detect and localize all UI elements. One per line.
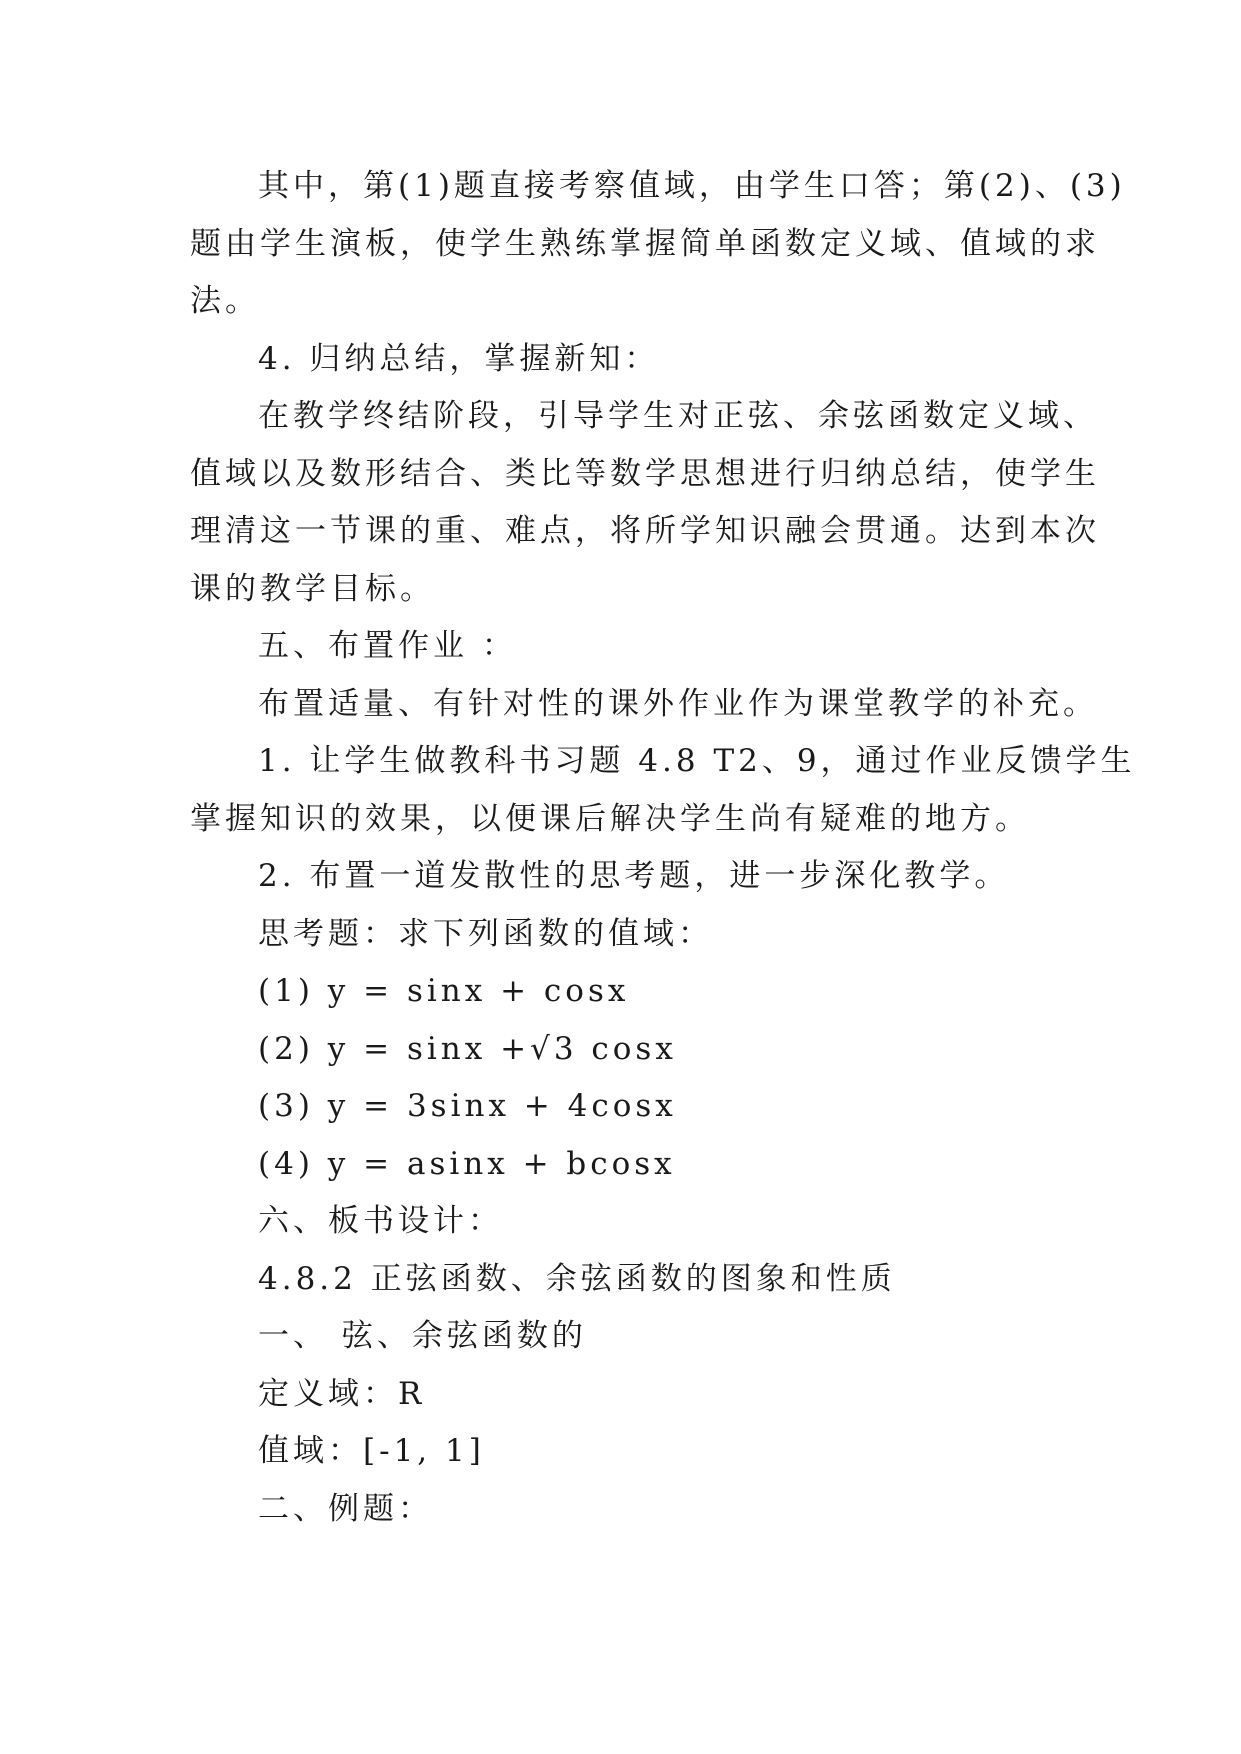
paragraph-line: 掌握知识的效果，以便课后解决学生尚有疑难的地方。 <box>190 801 1030 837</box>
board-line: 二、例题： <box>258 1491 433 1527</box>
section-heading: 五、布置作业 ： <box>258 628 517 664</box>
board-line: 定义域：R <box>258 1376 426 1412</box>
section-heading: 4. 归纳总结，掌握新知： <box>258 341 660 377</box>
board-title: 4.8.2 正弦函数、余弦函数的图象和性质 <box>258 1261 896 1297</box>
board-line: 值域：[-1, 1] <box>258 1433 485 1469</box>
list-item: 1. 让学生做教科书习题 4.8 T2、9，通过作业反馈学生 <box>258 743 1136 779</box>
paragraph-line: 思考题：求下列函数的值域： <box>258 916 713 952</box>
formula-line: (2) y = sinx +√3 cosx <box>258 1031 677 1067</box>
formula-line: (4) y = asinx + bcosx <box>258 1146 676 1182</box>
formula-line: (1) y = sinx + cosx <box>258 973 630 1009</box>
paragraph-line: 课的教学目标。 <box>190 571 435 607</box>
paragraph-line: 理清这一节课的重、难点，将所学知识融会贯通。达到本次 <box>190 513 1100 549</box>
paragraph-line: 法。 <box>190 283 260 319</box>
paragraph-line: 值域以及数形结合、类比等数学思想进行归纳总结，使学生 <box>190 456 1100 492</box>
section-heading: 六、板书设计： <box>258 1203 503 1239</box>
paragraph-line: 布置适量、有针对性的课外作业作为课堂教学的补充。 <box>258 686 1098 722</box>
paragraph-line: 在教学终结阶段，引导学生对正弦、余弦函数定义域、 <box>258 398 1098 434</box>
formula-line: (3) y = 3sinx + 4cosx <box>258 1088 677 1124</box>
paragraph-line: 题由学生演板，使学生熟练掌握简单函数定义域、值域的求 <box>190 226 1100 262</box>
list-item: 2. 布置一道发散性的思考题，进一步深化教学。 <box>258 858 1010 894</box>
paragraph-line: 其中，第(1)题直接考察值域，由学生口答；第(2)、(3) <box>258 168 1126 204</box>
board-line: 一、 弦、余弦函数的 <box>258 1318 587 1354</box>
